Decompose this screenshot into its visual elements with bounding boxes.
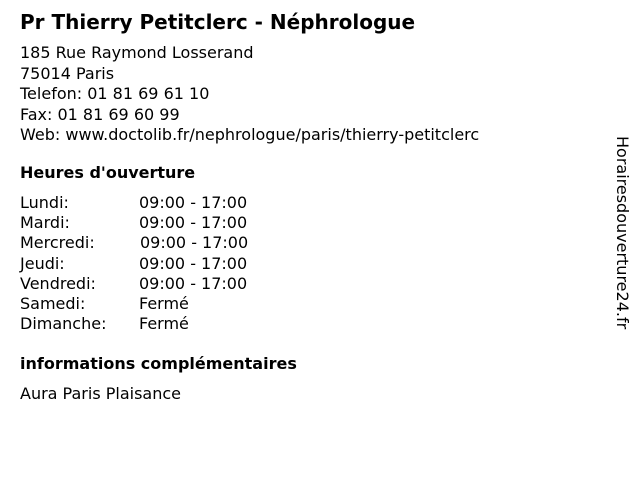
street-address: 185 Rue Raymond Losserand (20, 43, 254, 62)
day-label: Mercredi: (20, 233, 95, 253)
page-title: Pr Thierry Petitclerc - Néphrologue (20, 10, 416, 34)
opening-hours-heading: Heures d'ouverture (20, 163, 196, 182)
additional-info-heading: informations complémentaires (20, 354, 297, 373)
day-hours: Fermé (139, 293, 189, 313)
city-address: 75014 Paris (20, 63, 115, 83)
day-label: Dimanche: (20, 314, 107, 334)
day-label: Lundi: (20, 193, 69, 212)
day-hours: 09:00 - 17:00 (139, 193, 248, 212)
additional-info-text: Aura Paris Plaisance (20, 384, 181, 403)
day-label: Jeudi: (20, 253, 65, 273)
day-hours: 09:00 - 17:00 (139, 213, 248, 233)
day-hours: 09:00 - 17:00 (139, 253, 248, 273)
day-hours: Fermé (139, 314, 189, 334)
website-link: Web: www.doctolib.fr/nephrologue/paris/thierry-petitclerc (20, 125, 480, 144)
day-hours: 09:00 - 17:00 (140, 233, 249, 253)
day-label: Vendredi: (20, 273, 96, 293)
day-hours: 09:00 - 17:00 (139, 273, 248, 293)
watermark-text: Horairesdouverture24.fr (613, 136, 632, 330)
day-label: Samedi: (20, 293, 86, 313)
site-watermark (612, 136, 632, 368)
address-block (20, 43, 479, 146)
phone-number: Telefon: 01 81 69 61 10 (20, 84, 210, 103)
fax-number: Fax: 01 81 69 60 99 (20, 104, 180, 124)
day-label: Mardi: (20, 213, 70, 233)
